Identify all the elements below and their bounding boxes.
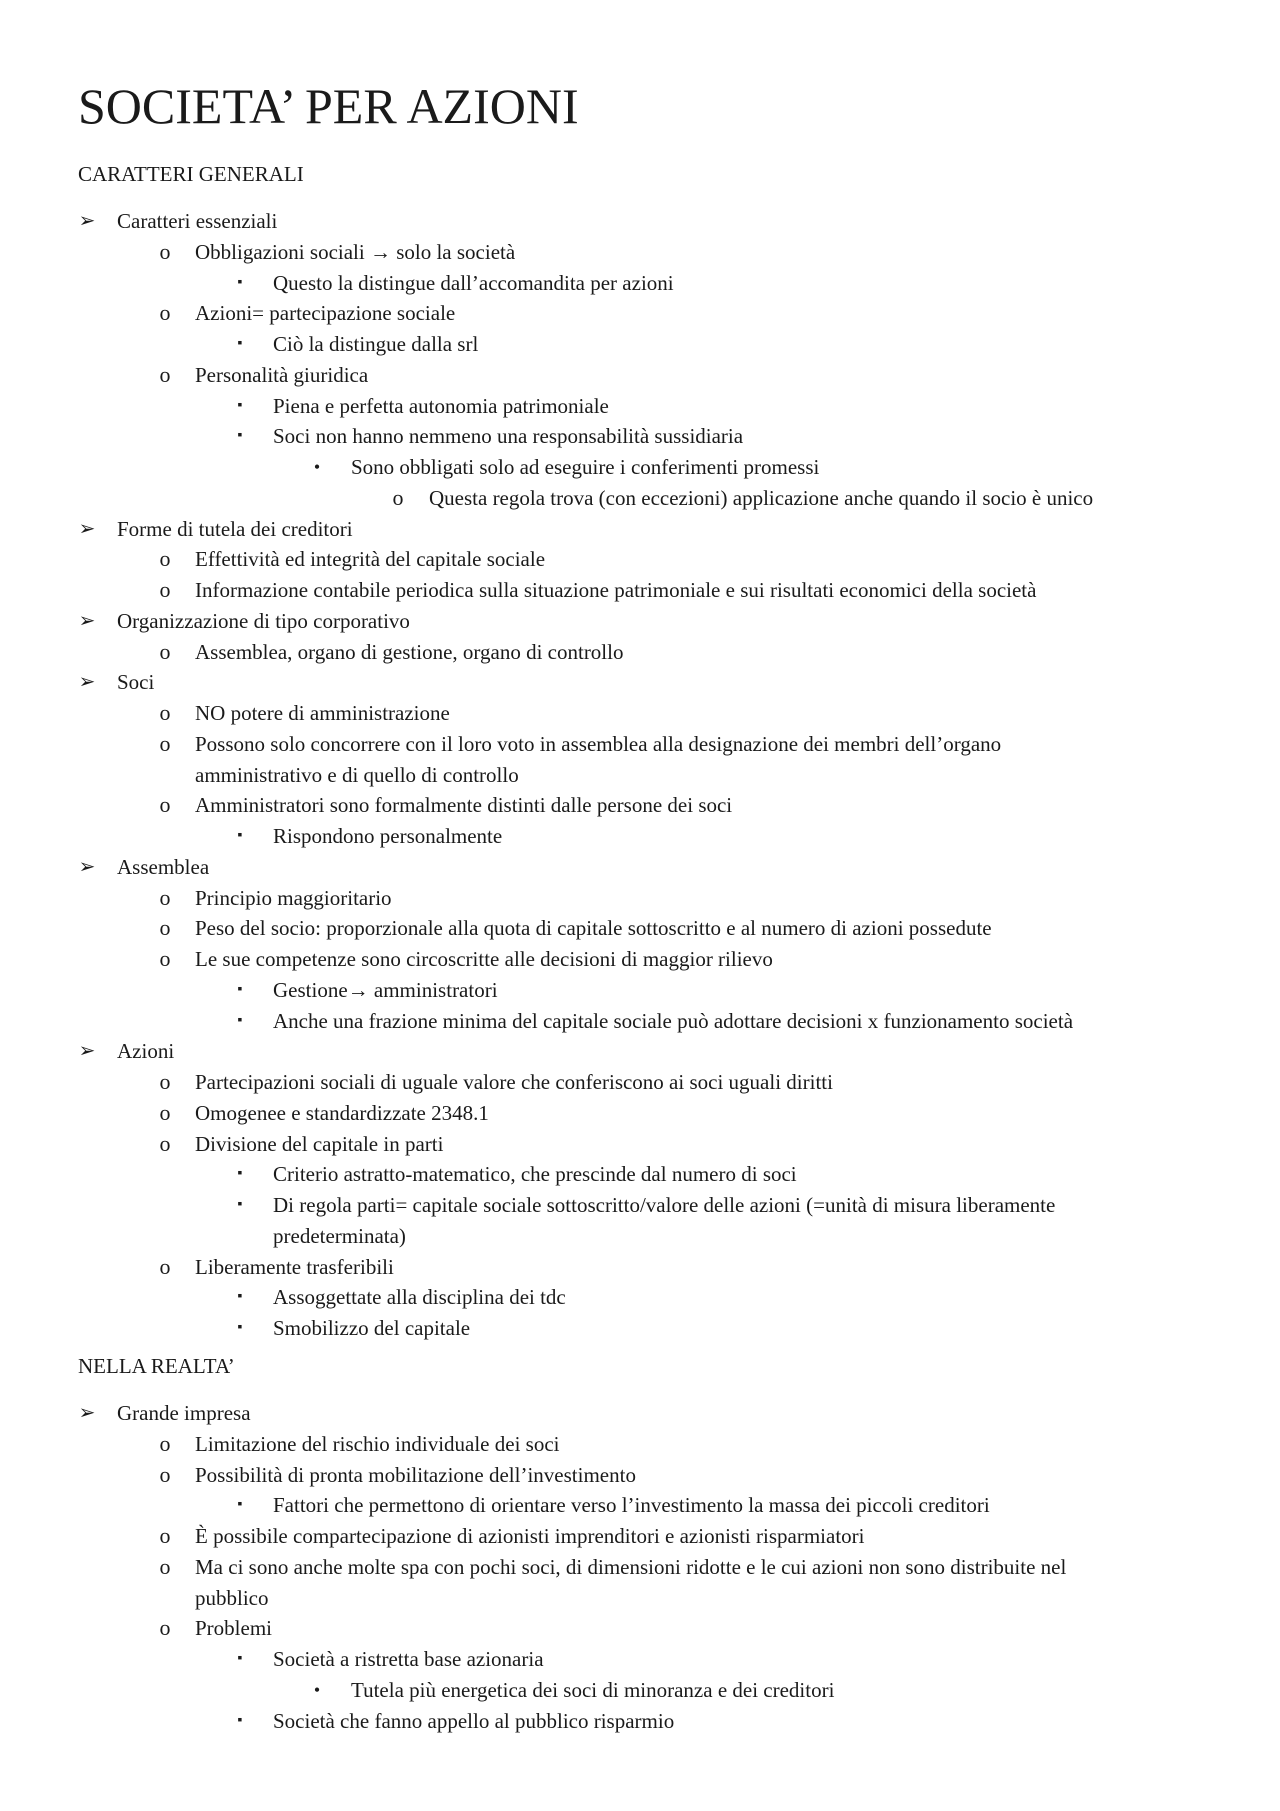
list-item-text: Liberamente trasferibili xyxy=(195,1255,394,1279)
bullet-marker: ➢ xyxy=(78,518,96,540)
bullet-marker: o xyxy=(159,1431,171,1456)
bullet-marker: o xyxy=(159,885,171,910)
list-item-text: Soci xyxy=(117,670,155,694)
list-item-text: Le sue competenze sono circoscritte alle decisioni di maggior rilievo xyxy=(195,947,773,971)
page-title: SOCIETA’ PER AZIONI xyxy=(78,78,579,134)
list-item-text: predeterminata) xyxy=(273,1224,406,1248)
list-item-text: Anche una frazione minima del capitale sociale può adottare decisioni x funzionamento società xyxy=(273,1009,1074,1033)
list-item-text: amministrativo e di quello di controllo xyxy=(195,763,519,787)
bullet-marker: o xyxy=(159,362,171,387)
list-item-text: Partecipazioni sociali di uguale valore che conferiscono ai soci uguali diritti xyxy=(195,1070,833,1094)
bullet-marker: o xyxy=(159,577,171,602)
list-item-text: Principio maggioritario xyxy=(195,886,392,910)
list-item-text: Peso del socio: proporzionale alla quota di capitale sottoscritto e al numero di azioni possedute xyxy=(195,916,992,940)
list-item-text: Assemblea, organo di gestione, organo di controllo xyxy=(195,640,624,664)
list-item-text: Possibilità di pronta mobilitazione dell’investimento xyxy=(195,1463,636,1487)
list-item-text: Piena e perfetta autonomia patrimoniale xyxy=(273,394,609,418)
bullet-marker: ▪ xyxy=(237,398,243,413)
bullet-marker: o xyxy=(159,792,171,817)
list-item-text: Questa regola trova (con eccezioni) applicazione anche quando il socio è unico xyxy=(429,486,1094,510)
bullet-marker: ▪ xyxy=(237,428,243,443)
bullet-marker: ▪ xyxy=(237,1497,243,1512)
list-item-text: Assemblea xyxy=(117,855,210,879)
bullet-marker: o xyxy=(159,1615,171,1640)
bullet-marker: ➢ xyxy=(78,671,96,693)
list-item-text: Possono solo concorrere con il loro voto in assemblea alla designazione dei membri dell’organo xyxy=(195,732,1002,756)
bullet-marker: o xyxy=(159,915,171,940)
bullet-marker: o xyxy=(159,946,171,971)
list-item-text: Ma ci sono anche molte spa con pochi soci, di dimensioni ridotte e le cui azioni non sono distribuite nel xyxy=(195,1555,1067,1579)
bullet-marker: o xyxy=(159,239,171,264)
bullet-marker: ➢ xyxy=(78,1040,96,1062)
bullet-marker: o xyxy=(159,731,171,756)
bullet-marker: • xyxy=(313,457,321,477)
list-item-text: Smobilizzo del capitale xyxy=(273,1316,471,1340)
bullet-marker: ▪ xyxy=(237,1320,243,1335)
bullet-marker: ➢ xyxy=(78,1402,96,1424)
bullet-marker: o xyxy=(159,1069,171,1094)
list-item-text: Azioni= partecipazione sociale xyxy=(195,301,456,325)
bullet-marker: ▪ xyxy=(237,1651,243,1666)
list-item-text: Sono obbligati solo ad eseguire i conferimenti promessi xyxy=(351,455,820,479)
bullet-marker: ▪ xyxy=(237,1713,243,1728)
bullet-marker: • xyxy=(313,1680,321,1700)
list-item-text: Caratteri essenziali xyxy=(117,209,278,233)
bullet-marker: o xyxy=(159,300,171,325)
bullet-marker: ▪ xyxy=(237,275,243,290)
bullet-marker: o xyxy=(159,1554,171,1579)
bullet-marker: o xyxy=(159,1131,171,1156)
section-heading: CARATTERI GENERALI xyxy=(78,162,304,186)
list-item-text: Effettività ed integrità del capitale sociale xyxy=(195,547,546,571)
list-item-text: Assoggettate alla disciplina dei tdc xyxy=(273,1285,566,1309)
bullet-marker: ▪ xyxy=(237,1289,243,1304)
bullet-marker: ▪ xyxy=(237,1197,243,1212)
list-item-text: Società a ristretta base azionaria xyxy=(273,1647,544,1671)
bullet-marker: ➢ xyxy=(78,856,96,878)
list-item-text: Di regola parti= capitale sociale sottoscritto/valore delle azioni (=unità di misura liberamente xyxy=(273,1193,1056,1217)
list-item-text: Soci non hanno nemmeno una responsabilità sussidiaria xyxy=(273,424,744,448)
list-item-text: Omogenee e standardizzate 2348.1 xyxy=(195,1101,489,1125)
bullet-marker: ➢ xyxy=(78,610,96,632)
list-item-text: Gestione→ amministratori xyxy=(273,978,498,1002)
bullet-marker: ▪ xyxy=(237,1166,243,1181)
bullet-marker: o xyxy=(159,1100,171,1125)
bullet-marker: ➢ xyxy=(78,210,96,232)
list-item-text: Ciò la distingue dalla srl xyxy=(273,332,479,356)
bullet-marker: ▪ xyxy=(237,336,243,351)
list-item-text: Divisione del capitale in parti xyxy=(195,1132,444,1156)
list-item-text: Società che fanno appello al pubblico risparmio xyxy=(273,1709,675,1733)
list-item-text: Obbligazioni sociali → solo la società xyxy=(195,240,516,264)
section-heading: NELLA REALTA’ xyxy=(78,1354,235,1378)
list-item-text: NO potere di amministrazione xyxy=(195,701,450,725)
list-item-text: Informazione contabile periodica sulla situazione patrimoniale e sui risultati economici della società xyxy=(195,578,1037,602)
bullet-marker: ▪ xyxy=(237,982,243,997)
list-item-text: Amministratori sono formalmente distinti dalle persone dei soci xyxy=(195,793,733,817)
list-item-text: Problemi xyxy=(195,1616,272,1640)
bullet-marker: o xyxy=(159,639,171,664)
list-item-text: Grande impresa xyxy=(117,1401,251,1425)
list-item-text: pubblico xyxy=(195,1586,269,1610)
list-item-text: Criterio astratto-matematico, che prescinde dal numero di soci xyxy=(273,1162,797,1186)
list-item-text: È possibile compartecipazione di azionisti imprenditori e azionisti risparmiatori xyxy=(195,1524,865,1548)
bullet-marker: o xyxy=(159,700,171,725)
bullet-marker: o xyxy=(159,1462,171,1487)
bullet-marker: o xyxy=(159,1254,171,1279)
list-item-text: Limitazione del rischio individuale dei soci xyxy=(195,1432,560,1456)
list-item-text: Rispondono personalmente xyxy=(273,824,503,848)
list-item-text: Questo la distingue dall’accomandita per azioni xyxy=(273,271,674,295)
bullet-marker: o xyxy=(159,1523,171,1548)
bullet-marker: o xyxy=(392,485,404,510)
list-item-text: Azioni xyxy=(117,1039,175,1063)
list-item-text: Organizzazione di tipo corporativo xyxy=(117,609,410,633)
list-item-text: Fattori che permettono di orientare verso l’investimento la massa dei piccoli creditori xyxy=(273,1493,990,1517)
list-item-text: Forme di tutela dei creditori xyxy=(117,517,353,541)
bullet-marker: o xyxy=(159,546,171,571)
bullet-marker: ▪ xyxy=(237,828,243,843)
list-item-text: Tutela più energetica dei soci di minoranza e dei creditori xyxy=(351,1678,835,1702)
list-item-text: Personalità giuridica xyxy=(195,363,369,387)
bullet-marker: ▪ xyxy=(237,1013,243,1028)
